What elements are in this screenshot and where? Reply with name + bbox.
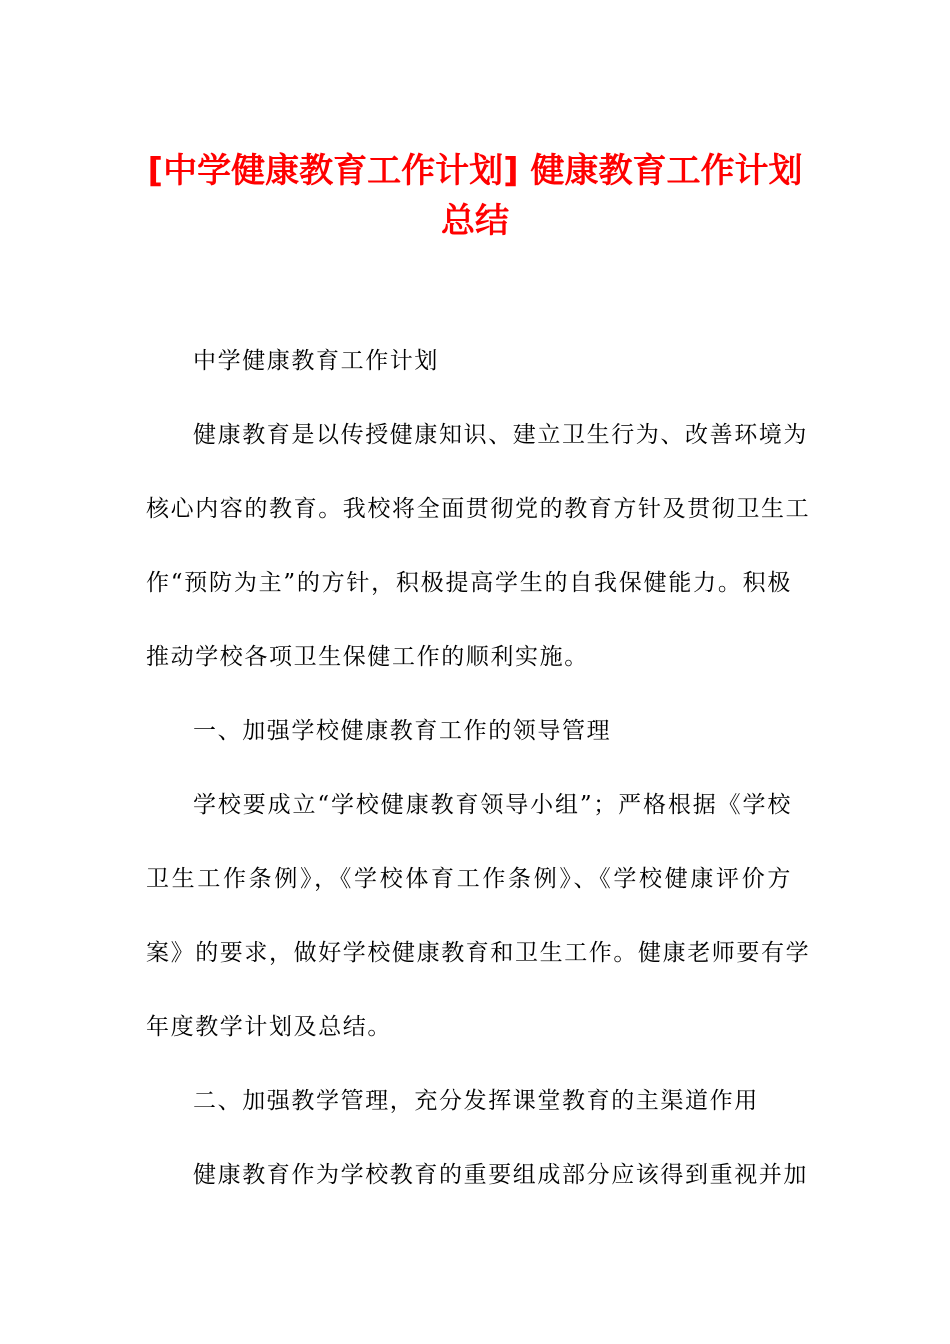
- paragraph-line: 中学健康教育工作计划: [193, 348, 439, 374]
- paragraph-line: 学校要成立“学校健康教育领导小组”；严格根据《学校: [193, 792, 792, 818]
- title-line-2: 总结: [441, 201, 509, 241]
- paragraph-line: 核心内容的教育。我校将全面贯彻党的教育方针及贯彻卫生工: [146, 496, 811, 522]
- paragraph-line: 案》的要求，做好学校健康教育和卫生工作。健康老师要有学: [146, 940, 811, 966]
- paragraph-line: 卫生工作条例》，《学校体育工作条例》、《学校健康评价方: [146, 866, 792, 892]
- paragraph-intro: [146, 398, 811, 694]
- section-heading-1: [146, 694, 792, 768]
- paragraph-line: 年度教学计划及总结。: [146, 1014, 392, 1040]
- document-body: [146, 324, 811, 1212]
- paragraph-line: 健康教育是以传授健康知识、建立卫生行为、改善环境为: [193, 422, 808, 448]
- title-line-1: [中学健康教育工作计划] 健康教育工作计划: [147, 151, 803, 191]
- section-heading-2: [146, 1064, 792, 1138]
- paragraph-section-2: [146, 1138, 808, 1212]
- paragraph-line: 推动学校各项卫生保健工作的顺利实施。: [146, 644, 589, 670]
- paragraph-line: 二、加强教学管理，充分发挥课堂教育的主渠道作用: [193, 1088, 759, 1114]
- paragraph-line: 健康教育作为学校教育的重要组成部分应该得到重视并加: [193, 1162, 808, 1188]
- document-title: [120, 146, 830, 246]
- paragraph-line: 一、加强学校健康教育工作的领导管理: [193, 718, 612, 744]
- paragraph-line: 作“预防为主”的方针，积极提高学生的自我保健能力。积极: [146, 570, 792, 596]
- paragraph-section-1: [146, 768, 811, 1064]
- paragraph-subtitle: [146, 324, 792, 398]
